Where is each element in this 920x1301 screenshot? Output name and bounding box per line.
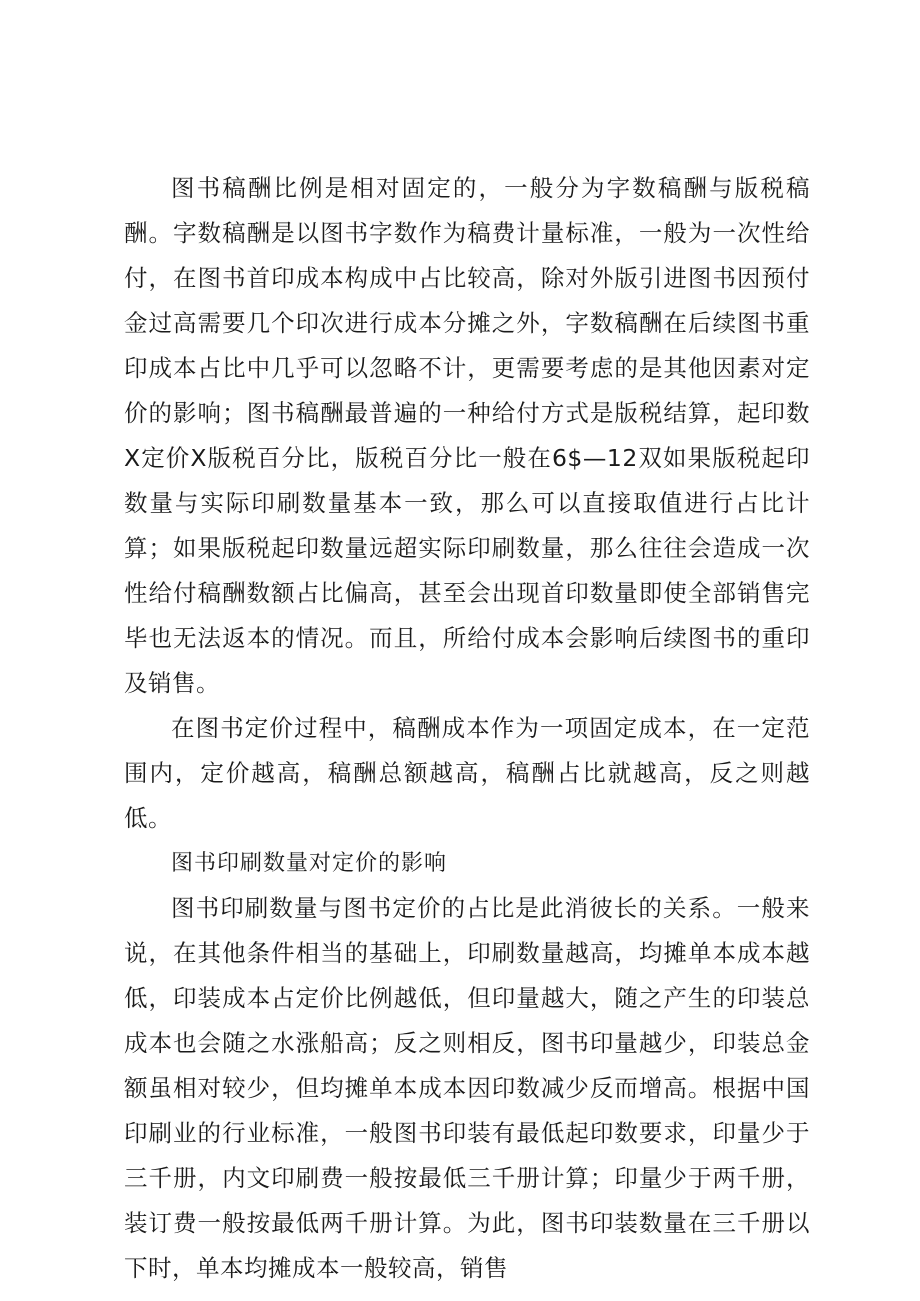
document-body xyxy=(124,166,810,1291)
paragraph-print-quantity: 图书印刷数量与图书定价的占比是此消彼长的关系。一般来说，在其他条件相当的基础上，印刷数量越高，均摊单本成本越低，印装成本占定价比例越低，但印量越大，随之产生的印装总成本也会随之水涨船高；反之则相反，图书印量越少，印装总金额虽相对较少，但均摊单本成本因印数减少反而增高。根据中国印刷业的行业标准，一般图书印装有最低起印数要求，印量少于三千册，内文印刷费一般按最低三千册计算；印量少于两千册，装订费一般按最低两千册计算。为此，图书印装数量在三千册以下时，单本均摊成本一般较高，销售 xyxy=(124,894,810,1282)
section-heading: 图书印刷数量对定价的影响 xyxy=(171,851,448,876)
paragraph-royalty-ratio: 图书稿酬比例是相对固定的，一般分为字数稿酬与版税稿酬。字数稿酬是以图书字数作为稿费计量标准，一般为一次性给付，在图书首印成本构成中占比较高，除对外版引进图书因预付金过高需要几个印次进行成本分摊之外，字数稿酬在后续图书重印成本占比中几乎可以忽略不计，更需要考虑的是其他因素对定价的影响；图书稿酬最普遍的一种给付方式是版税结算，起印数X定价X版税百分比，版税百分比一般在6$—12双如果版税起印数量与实际印刷数量基本一致，那么可以直接取值进行占比计算；如果版税起印数量远超实际印刷数量，那么往往会造成一次性给付稿酬数额占比偏高，甚至会出现首印数量即使全部销售完毕也无法返本的情况。而且，所给付成本会影响后续图书的重印及销售。 xyxy=(124,174,810,697)
paragraph-royalty-pricing: 在图书定价过程中，稿酬成本作为一项固定成本，在一定范围内，定价越高，稿酬总额越高，稿酬占比就越高，反之则越低。 xyxy=(124,714,810,832)
